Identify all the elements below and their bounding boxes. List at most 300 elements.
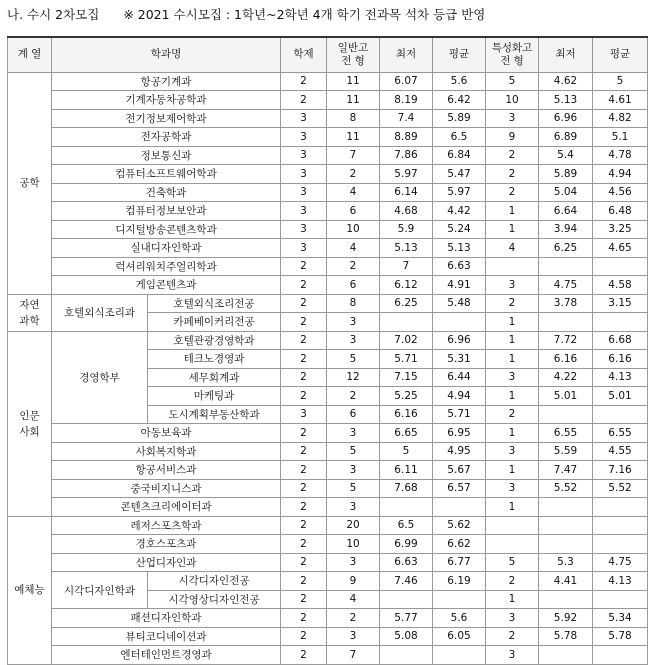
general-avg-cell: 6.77 bbox=[433, 553, 486, 572]
table-header-row bbox=[8, 37, 648, 72]
table-row bbox=[8, 535, 648, 554]
special-avg-cell: 4.82 bbox=[593, 109, 648, 128]
special-min-cell: 5.4 bbox=[539, 146, 593, 165]
special-avg-cell: 4.13 bbox=[593, 368, 648, 387]
years-cell: 2 bbox=[281, 553, 327, 572]
special-min-cell bbox=[539, 590, 593, 609]
general-avg-cell: 6.44 bbox=[433, 368, 486, 387]
special-count-cell: 4 bbox=[486, 239, 539, 258]
header-general-min: 최저 bbox=[380, 37, 433, 72]
years-cell: 2 bbox=[281, 442, 327, 461]
table-row bbox=[8, 257, 648, 276]
group-cell: 인문 사회 bbox=[8, 331, 52, 516]
general-avg-cell: 5.89 bbox=[433, 109, 486, 128]
general-avg-cell: 5.24 bbox=[433, 220, 486, 239]
dept-name-cell: 호텔관광경영학과 bbox=[148, 331, 281, 350]
header-dept: 학과명 bbox=[52, 37, 281, 72]
admission-table bbox=[7, 36, 648, 665]
general-min-cell: 5.97 bbox=[380, 165, 433, 184]
general-min-cell: 5.08 bbox=[380, 627, 433, 646]
years-cell: 2 bbox=[281, 91, 327, 110]
dept-name-cell: 뷰티코디네이션과 bbox=[52, 627, 281, 646]
special-avg-cell bbox=[593, 516, 648, 535]
table-row bbox=[8, 128, 648, 147]
general-count-cell: 6 bbox=[327, 202, 380, 221]
years-cell: 3 bbox=[281, 165, 327, 184]
table-body bbox=[8, 72, 648, 664]
special-avg-cell: 3.25 bbox=[593, 220, 648, 239]
general-avg-cell: 6.63 bbox=[433, 257, 486, 276]
table-row bbox=[8, 183, 648, 202]
general-min-cell bbox=[380, 313, 433, 332]
special-avg-cell: 5.01 bbox=[593, 387, 648, 406]
header-years: 학제 bbox=[281, 37, 327, 72]
general-count-cell: 5 bbox=[327, 442, 380, 461]
general-avg-cell: 5.6 bbox=[433, 609, 486, 628]
special-min-cell: 6.55 bbox=[539, 424, 593, 443]
years-cell: 2 bbox=[281, 294, 327, 313]
special-avg-cell: 4.61 bbox=[593, 91, 648, 110]
heading-note: ※ 2021 수시모집 : 1학년~2학년 4개 학기 전과목 석차 등급 반영 bbox=[123, 7, 486, 22]
dept-name-cell: 시각디자인전공 bbox=[148, 572, 281, 591]
special-count-cell: 2 bbox=[486, 627, 539, 646]
table-row bbox=[8, 165, 648, 184]
table-row bbox=[8, 220, 648, 239]
special-count-cell: 1 bbox=[486, 313, 539, 332]
general-count-cell: 3 bbox=[327, 313, 380, 332]
special-min-cell: 5.13 bbox=[539, 91, 593, 110]
general-min-cell: 5.13 bbox=[380, 239, 433, 258]
special-count-cell: 1 bbox=[486, 461, 539, 480]
general-min-cell: 4.68 bbox=[380, 202, 433, 221]
special-avg-cell: 4.78 bbox=[593, 146, 648, 165]
general-avg-cell: 5.62 bbox=[433, 516, 486, 535]
general-min-cell: 7.86 bbox=[380, 146, 433, 165]
dept-name-cell: 세무회계과 bbox=[148, 368, 281, 387]
general-min-cell: 7 bbox=[380, 257, 433, 276]
header-special-min: 최저 bbox=[539, 37, 593, 72]
general-min-cell bbox=[380, 498, 433, 517]
years-cell: 2 bbox=[281, 387, 327, 406]
general-avg-cell bbox=[433, 590, 486, 609]
years-cell: 2 bbox=[281, 368, 327, 387]
years-cell: 2 bbox=[281, 424, 327, 443]
dept-name-cell: 카페베이커리전공 bbox=[148, 313, 281, 332]
special-count-cell: 2 bbox=[486, 572, 539, 591]
dept-name-cell: 중국비지니스과 bbox=[52, 479, 281, 498]
special-min-cell: 5.04 bbox=[539, 183, 593, 202]
table-row bbox=[8, 109, 648, 128]
special-min-cell: 5.59 bbox=[539, 442, 593, 461]
dept-name-cell: 패션디자인학과 bbox=[52, 609, 281, 628]
special-avg-cell: 5.78 bbox=[593, 627, 648, 646]
table-row bbox=[8, 553, 648, 572]
general-avg-cell: 6.05 bbox=[433, 627, 486, 646]
table-row bbox=[8, 461, 648, 480]
dept-name-cell: 사회복지학과 bbox=[52, 442, 281, 461]
special-count-cell: 3 bbox=[486, 368, 539, 387]
special-avg-cell: 4.65 bbox=[593, 239, 648, 258]
special-min-cell: 6.96 bbox=[539, 109, 593, 128]
special-min-cell: 6.64 bbox=[539, 202, 593, 221]
table-row bbox=[8, 276, 648, 295]
years-cell: 3 bbox=[281, 146, 327, 165]
years-cell: 2 bbox=[281, 461, 327, 480]
years-cell: 2 bbox=[281, 498, 327, 517]
special-avg-cell: 5 bbox=[593, 72, 648, 91]
special-avg-cell: 5.52 bbox=[593, 479, 648, 498]
special-avg-cell bbox=[593, 313, 648, 332]
general-avg-cell: 4.94 bbox=[433, 387, 486, 406]
heading-title: 나. 수시 2차모집 bbox=[7, 7, 100, 22]
general-avg-cell bbox=[433, 498, 486, 517]
general-min-cell: 8.89 bbox=[380, 128, 433, 147]
special-count-cell: 3 bbox=[486, 276, 539, 295]
general-min-cell: 5.77 bbox=[380, 609, 433, 628]
general-avg-cell: 6.57 bbox=[433, 479, 486, 498]
heading bbox=[0, 0, 651, 36]
general-count-cell: 3 bbox=[327, 461, 380, 480]
general-count-cell: 3 bbox=[327, 627, 380, 646]
dept-name-cell: 경호스포츠과 bbox=[52, 535, 281, 554]
special-avg-cell bbox=[593, 257, 648, 276]
general-count-cell: 3 bbox=[327, 498, 380, 517]
general-min-cell: 5.25 bbox=[380, 387, 433, 406]
special-min-cell: 5.3 bbox=[539, 553, 593, 572]
general-min-cell: 7.68 bbox=[380, 479, 433, 498]
dept-name-cell: 호텔외식조리전공 bbox=[148, 294, 281, 313]
table-row bbox=[8, 146, 648, 165]
general-avg-cell: 4.95 bbox=[433, 442, 486, 461]
special-min-cell: 7.72 bbox=[539, 331, 593, 350]
general-min-cell: 7.02 bbox=[380, 331, 433, 350]
years-cell: 2 bbox=[281, 590, 327, 609]
special-count-cell: 1 bbox=[486, 498, 539, 517]
years-cell: 2 bbox=[281, 276, 327, 295]
general-min-cell: 5.9 bbox=[380, 220, 433, 239]
general-count-cell: 9 bbox=[327, 572, 380, 591]
special-avg-cell bbox=[593, 646, 648, 665]
dept-name-cell: 건축학과 bbox=[52, 183, 281, 202]
general-count-cell: 8 bbox=[327, 294, 380, 313]
special-count-cell: 3 bbox=[486, 109, 539, 128]
general-avg-cell: 6.95 bbox=[433, 424, 486, 443]
general-avg-cell: 4.91 bbox=[433, 276, 486, 295]
general-count-cell: 3 bbox=[327, 331, 380, 350]
years-cell: 2 bbox=[281, 609, 327, 628]
special-min-cell bbox=[539, 313, 593, 332]
general-count-cell: 11 bbox=[327, 72, 380, 91]
special-count-cell: 2 bbox=[486, 294, 539, 313]
general-avg-cell: 5.71 bbox=[433, 405, 486, 424]
special-min-cell: 4.22 bbox=[539, 368, 593, 387]
general-count-cell: 8 bbox=[327, 109, 380, 128]
dept-name-cell: 항공서비스과 bbox=[52, 461, 281, 480]
special-avg-cell: 6.68 bbox=[593, 331, 648, 350]
general-min-cell: 6.12 bbox=[380, 276, 433, 295]
general-min-cell: 6.16 bbox=[380, 405, 433, 424]
special-count-cell: 3 bbox=[486, 609, 539, 628]
dept-name-cell: 도시계획부동산학과 bbox=[148, 405, 281, 424]
special-avg-cell: 6.16 bbox=[593, 350, 648, 369]
group-cell: 자연 과학 bbox=[8, 294, 52, 331]
table-row bbox=[8, 646, 648, 665]
table-row bbox=[8, 627, 648, 646]
general-min-cell: 6.07 bbox=[380, 72, 433, 91]
general-min-cell: 7.46 bbox=[380, 572, 433, 591]
special-count-cell bbox=[486, 257, 539, 276]
dept-name-cell: 아동보육과 bbox=[52, 424, 281, 443]
special-avg-cell bbox=[593, 405, 648, 424]
special-count-cell bbox=[486, 535, 539, 554]
dept-name-cell: 전기정보제어학과 bbox=[52, 109, 281, 128]
special-count-cell: 1 bbox=[486, 387, 539, 406]
dept-name-cell: 항공기계과 bbox=[52, 72, 281, 91]
general-avg-cell: 5.97 bbox=[433, 183, 486, 202]
dept-name-cell: 럭셔리워치주얼리학과 bbox=[52, 257, 281, 276]
table-row bbox=[8, 239, 648, 258]
general-avg-cell bbox=[433, 646, 486, 665]
table-row bbox=[8, 609, 648, 628]
special-count-cell: 1 bbox=[486, 220, 539, 239]
special-min-cell: 3.78 bbox=[539, 294, 593, 313]
special-min-cell: 4.75 bbox=[539, 276, 593, 295]
table-row bbox=[8, 442, 648, 461]
years-cell: 3 bbox=[281, 239, 327, 258]
general-count-cell: 10 bbox=[327, 535, 380, 554]
special-min-cell: 6.16 bbox=[539, 350, 593, 369]
years-cell: 2 bbox=[281, 572, 327, 591]
years-cell: 2 bbox=[281, 535, 327, 554]
general-count-cell: 2 bbox=[327, 387, 380, 406]
general-count-cell: 11 bbox=[327, 91, 380, 110]
years-cell: 2 bbox=[281, 313, 327, 332]
years-cell: 3 bbox=[281, 183, 327, 202]
special-min-cell: 3.94 bbox=[539, 220, 593, 239]
special-min-cell bbox=[539, 535, 593, 554]
special-count-cell: 1 bbox=[486, 424, 539, 443]
dept-name-cell: 디지털방송콘텐츠학과 bbox=[52, 220, 281, 239]
special-avg-cell bbox=[593, 535, 648, 554]
years-cell: 3 bbox=[281, 220, 327, 239]
general-avg-cell: 5.67 bbox=[433, 461, 486, 480]
general-count-cell: 2 bbox=[327, 257, 380, 276]
special-count-cell: 5 bbox=[486, 72, 539, 91]
special-count-cell: 1 bbox=[486, 202, 539, 221]
general-min-cell: 6.25 bbox=[380, 294, 433, 313]
special-avg-cell bbox=[593, 590, 648, 609]
general-min-cell: 7.15 bbox=[380, 368, 433, 387]
special-min-cell: 5.01 bbox=[539, 387, 593, 406]
general-count-cell: 2 bbox=[327, 165, 380, 184]
general-avg-cell bbox=[433, 313, 486, 332]
table-row bbox=[8, 516, 648, 535]
years-cell: 2 bbox=[281, 627, 327, 646]
special-min-cell: 7.47 bbox=[539, 461, 593, 480]
header-general: 일반고 전 형 bbox=[327, 37, 380, 72]
general-avg-cell: 6.84 bbox=[433, 146, 486, 165]
general-avg-cell: 6.19 bbox=[433, 572, 486, 591]
special-count-cell: 9 bbox=[486, 128, 539, 147]
years-cell: 2 bbox=[281, 72, 327, 91]
dept-name-cell: 게임콘텐츠과 bbox=[52, 276, 281, 295]
special-avg-cell: 4.55 bbox=[593, 442, 648, 461]
subgroup-cell: 호텔외식조리과 bbox=[52, 294, 148, 331]
group-cell: 예체능 bbox=[8, 516, 52, 664]
general-min-cell: 6.5 bbox=[380, 516, 433, 535]
general-min-cell bbox=[380, 646, 433, 665]
special-count-cell: 5 bbox=[486, 553, 539, 572]
special-min-cell: 5.89 bbox=[539, 165, 593, 184]
special-count-cell: 3 bbox=[486, 479, 539, 498]
general-count-cell: 5 bbox=[327, 479, 380, 498]
special-min-cell: 6.25 bbox=[539, 239, 593, 258]
general-min-cell: 5 bbox=[380, 442, 433, 461]
special-avg-cell: 4.75 bbox=[593, 553, 648, 572]
special-count-cell: 1 bbox=[486, 350, 539, 369]
special-min-cell: 4.62 bbox=[539, 72, 593, 91]
dept-name-cell: 정보통신과 bbox=[52, 146, 281, 165]
years-cell: 3 bbox=[281, 128, 327, 147]
dept-name-cell: 레저스포츠학과 bbox=[52, 516, 281, 535]
general-avg-cell: 5.31 bbox=[433, 350, 486, 369]
subgroup-cell: 시각디자인학과 bbox=[52, 572, 148, 609]
dept-name-cell: 기계자동차공학과 bbox=[52, 91, 281, 110]
general-avg-cell: 5.6 bbox=[433, 72, 486, 91]
table-row bbox=[8, 72, 648, 91]
table-row bbox=[8, 424, 648, 443]
general-count-cell: 11 bbox=[327, 128, 380, 147]
special-count-cell: 1 bbox=[486, 590, 539, 609]
general-count-cell: 7 bbox=[327, 646, 380, 665]
general-avg-cell: 6.5 bbox=[433, 128, 486, 147]
special-count-cell: 2 bbox=[486, 405, 539, 424]
special-avg-cell: 4.94 bbox=[593, 165, 648, 184]
general-count-cell: 20 bbox=[327, 516, 380, 535]
general-count-cell: 12 bbox=[327, 368, 380, 387]
subgroup-cell: 경영학부 bbox=[52, 331, 148, 424]
special-avg-cell: 5.34 bbox=[593, 609, 648, 628]
general-count-cell: 3 bbox=[327, 424, 380, 443]
table-row bbox=[8, 572, 648, 591]
special-avg-cell: 3.15 bbox=[593, 294, 648, 313]
dept-name-cell: 실내디자인학과 bbox=[52, 239, 281, 258]
special-avg-cell: 6.55 bbox=[593, 424, 648, 443]
special-count-cell: 2 bbox=[486, 183, 539, 202]
header-general-avg: 평균 bbox=[433, 37, 486, 72]
general-min-cell: 5.71 bbox=[380, 350, 433, 369]
general-min-cell: 6.99 bbox=[380, 535, 433, 554]
general-min-cell: 6.65 bbox=[380, 424, 433, 443]
special-avg-cell: 6.48 bbox=[593, 202, 648, 221]
general-avg-cell: 6.42 bbox=[433, 91, 486, 110]
general-count-cell: 4 bbox=[327, 239, 380, 258]
special-avg-cell: 5.1 bbox=[593, 128, 648, 147]
general-avg-cell: 5.48 bbox=[433, 294, 486, 313]
special-min-cell: 6.89 bbox=[539, 128, 593, 147]
general-avg-cell: 4.42 bbox=[433, 202, 486, 221]
general-avg-cell: 5.13 bbox=[433, 239, 486, 258]
years-cell: 2 bbox=[281, 646, 327, 665]
special-min-cell bbox=[539, 257, 593, 276]
general-min-cell: 8.19 bbox=[380, 91, 433, 110]
general-count-cell: 6 bbox=[327, 405, 380, 424]
special-min-cell: 4.41 bbox=[539, 572, 593, 591]
years-cell: 3 bbox=[281, 109, 327, 128]
general-count-cell: 7 bbox=[327, 146, 380, 165]
years-cell: 2 bbox=[281, 479, 327, 498]
table-row bbox=[8, 479, 648, 498]
table-row bbox=[8, 331, 648, 350]
special-avg-cell bbox=[593, 498, 648, 517]
general-count-cell: 4 bbox=[327, 590, 380, 609]
header-special-avg: 평균 bbox=[593, 37, 648, 72]
dept-name-cell: 산업디자인과 bbox=[52, 553, 281, 572]
special-min-cell bbox=[539, 516, 593, 535]
general-count-cell: 10 bbox=[327, 220, 380, 239]
header-special: 특성화고 전 형 bbox=[486, 37, 539, 72]
special-min-cell bbox=[539, 646, 593, 665]
years-cell: 2 bbox=[281, 350, 327, 369]
general-count-cell: 5 bbox=[327, 350, 380, 369]
general-count-cell: 4 bbox=[327, 183, 380, 202]
general-min-cell: 7.4 bbox=[380, 109, 433, 128]
special-min-cell: 5.52 bbox=[539, 479, 593, 498]
group-cell: 공학 bbox=[8, 72, 52, 294]
dept-name-cell: 테크노경영과 bbox=[148, 350, 281, 369]
years-cell: 2 bbox=[281, 257, 327, 276]
header-group: 계 열 bbox=[8, 37, 52, 72]
dept-name-cell: 컴퓨터정보보안과 bbox=[52, 202, 281, 221]
special-avg-cell: 7.16 bbox=[593, 461, 648, 480]
dept-name-cell: 엔터테인먼트경영과 bbox=[52, 646, 281, 665]
years-cell: 3 bbox=[281, 202, 327, 221]
years-cell: 2 bbox=[281, 516, 327, 535]
special-count-cell: 1 bbox=[486, 331, 539, 350]
table-row bbox=[8, 294, 648, 313]
general-avg-cell: 6.96 bbox=[433, 331, 486, 350]
dept-name-cell: 컴퓨터소프트웨어학과 bbox=[52, 165, 281, 184]
general-min-cell bbox=[380, 590, 433, 609]
special-count-cell: 2 bbox=[486, 165, 539, 184]
dept-name-cell: 시각영상디자인전공 bbox=[148, 590, 281, 609]
general-count-cell: 3 bbox=[327, 553, 380, 572]
years-cell: 2 bbox=[281, 331, 327, 350]
special-min-cell: 5.78 bbox=[539, 627, 593, 646]
special-avg-cell: 4.58 bbox=[593, 276, 648, 295]
special-count-cell: 3 bbox=[486, 646, 539, 665]
special-avg-cell: 4.13 bbox=[593, 572, 648, 591]
dept-name-cell: 콘텐츠크리에이터과 bbox=[52, 498, 281, 517]
special-count-cell: 2 bbox=[486, 146, 539, 165]
table-row bbox=[8, 498, 648, 517]
special-min-cell bbox=[539, 498, 593, 517]
special-min-cell bbox=[539, 405, 593, 424]
years-cell: 3 bbox=[281, 405, 327, 424]
general-min-cell: 6.14 bbox=[380, 183, 433, 202]
special-count-cell: 10 bbox=[486, 91, 539, 110]
table-row bbox=[8, 202, 648, 221]
table-row bbox=[8, 91, 648, 110]
general-avg-cell: 6.62 bbox=[433, 535, 486, 554]
special-count-cell bbox=[486, 516, 539, 535]
dept-name-cell: 전자공학과 bbox=[52, 128, 281, 147]
general-min-cell: 6.11 bbox=[380, 461, 433, 480]
special-count-cell: 3 bbox=[486, 442, 539, 461]
general-count-cell: 6 bbox=[327, 276, 380, 295]
general-min-cell: 6.63 bbox=[380, 553, 433, 572]
dept-name-cell: 마케팅과 bbox=[148, 387, 281, 406]
